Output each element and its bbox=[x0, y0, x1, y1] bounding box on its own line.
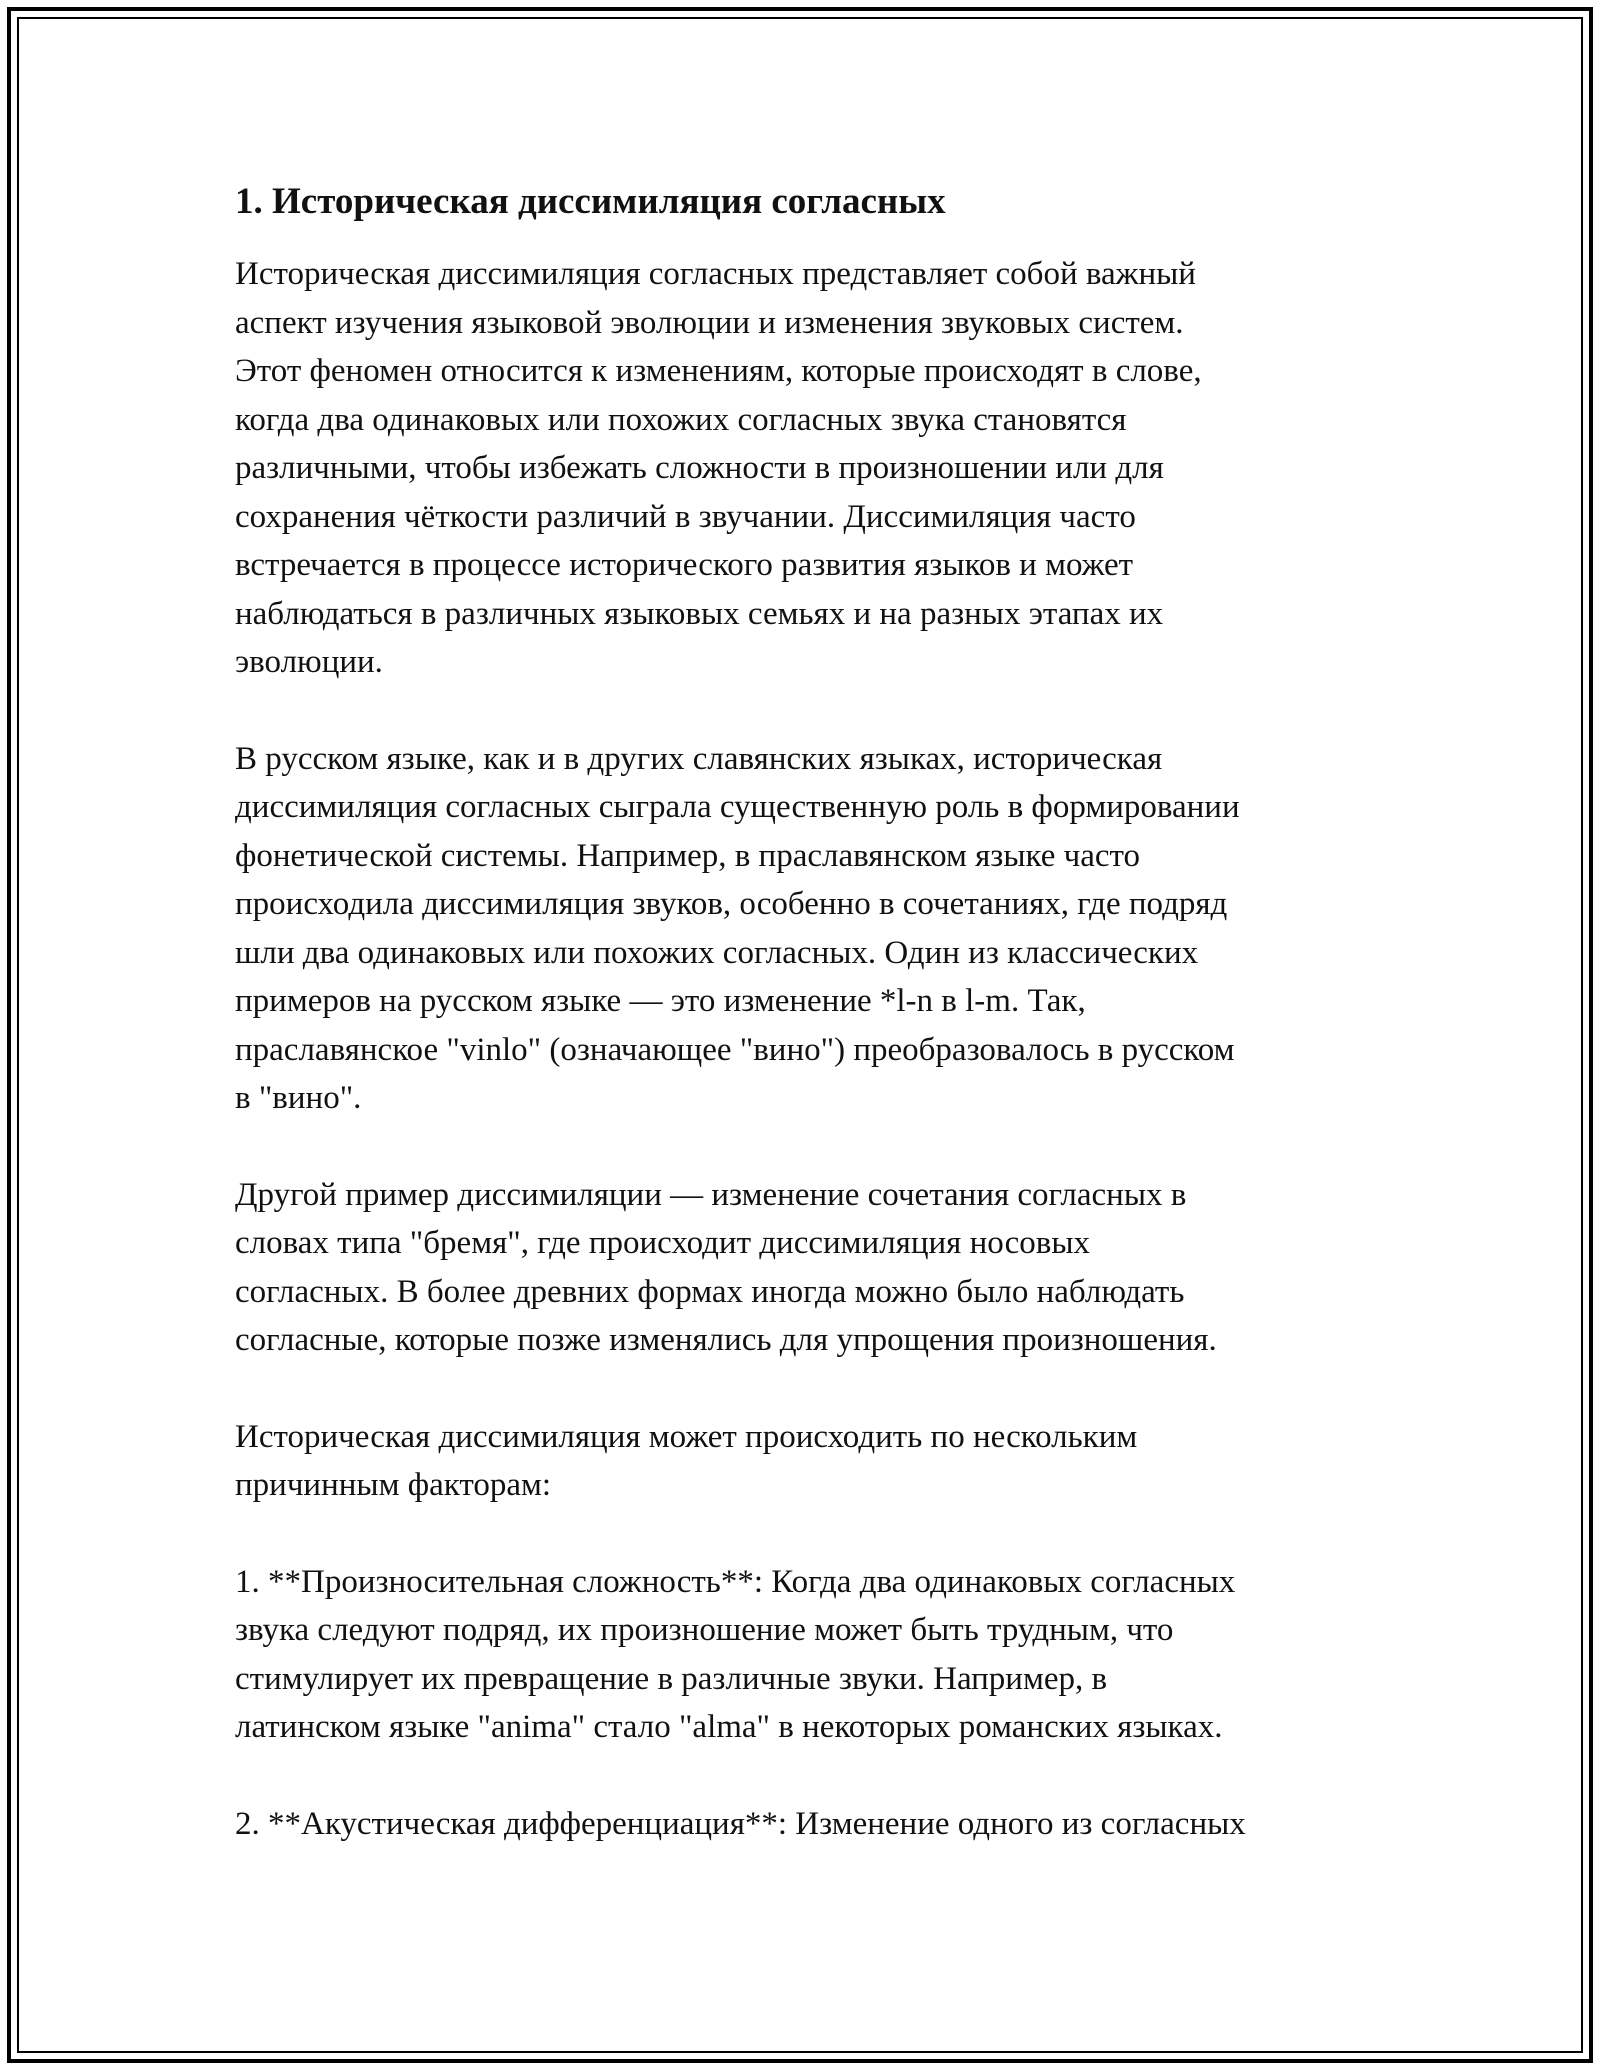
paragraph-factors-intro: Историческая диссимиляция может происходить по нескольким причинным факторам: bbox=[235, 1418, 1138, 1504]
paragraph-russian-example: В русском языке, как и в других славянских языках, историческая диссимиляция согласных сыграла существенную роль в формировании фонетической системы. Например, в праславянском языке часто происходила диссимиляция звуков, особенно в сочетаниях, где подряд шли два одинаковых или похожих согласных. Один из классических примеров на русском языке — это изменение *l-n в l-m. Так, праславянское "vinlo" (означающее "вино") преобразовалось в русском в "вино". bbox=[235, 740, 1240, 1117]
section-heading: 1. Историческая диссимиляция согласных bbox=[235, 181, 946, 222]
paragraph-factor-1: 1. **Произносительная сложность**: Когда два одинаковых согласных звука следуют подряд, их произношение может быть трудным, что стимулирует их превращение в различные звуки. Например, в латинском языке "anima" стало "alma" в некоторых романских языках. bbox=[235, 1563, 1236, 1746]
paragraph-second-example: Другой пример диссимиляции — изменение сочетания согласных в словах типа "бремя", где происходит диссимиляция носовых согласных. В более древних формах иногда можно было наблюдать согласные, которые позже изменялись для упрощения произношения. bbox=[235, 1176, 1217, 1359]
paragraph-factor-2: 2. **Акустическая дифференциация**: Изменение одного из согласных bbox=[235, 1805, 1246, 1842]
document-body bbox=[235, 180, 1385, 1896]
paragraph-intro: Историческая диссимиляция согласных представляет собой важный аспект изучения языковой эволюции и изменения звуковых систем. Этот феномен относится к изменениям, которые происходят в слове, когда два одинаковых или похожих согласных звука становятся различными, чтобы избежать сложности в произношении или для сохранения чёткости различий в звучании. Диссимиляция часто встречается в процессе исторического развития языков и может наблюдаться в различных языковых семьях и на разных этапах их эволюции. bbox=[235, 256, 1202, 681]
